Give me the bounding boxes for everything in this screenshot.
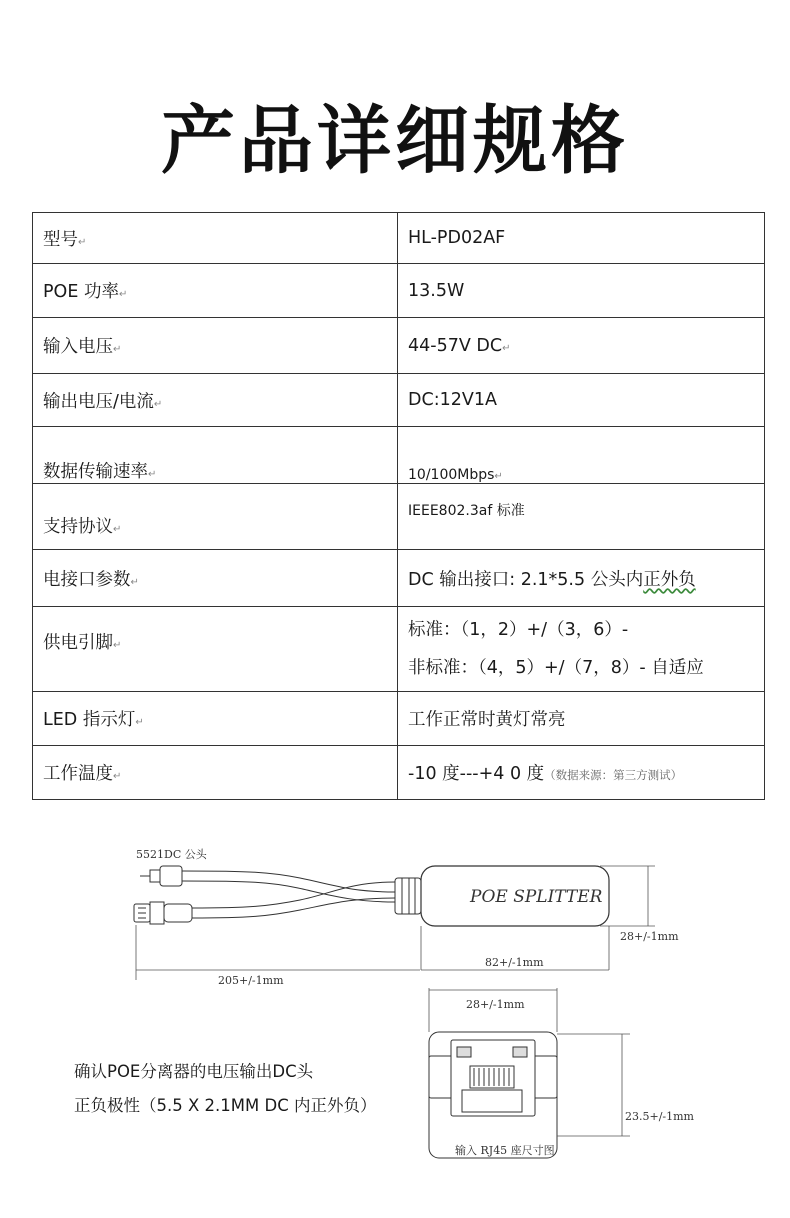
paragraph-mark: ↵ bbox=[113, 524, 122, 535]
spec-row-temperature bbox=[33, 746, 765, 800]
caption-line1: 确认POE分离器的电压输出DC头 bbox=[74, 1062, 314, 1081]
dim-total-label: 205+/-1mm bbox=[218, 974, 284, 987]
spec-label: 数据传输速率 bbox=[43, 462, 148, 482]
rj45-socket-icon bbox=[429, 1032, 557, 1158]
rj45-caption: 输入 RJ45 座尺寸图 bbox=[455, 1144, 555, 1157]
splitter-label: POE SPLITTER bbox=[470, 887, 603, 907]
paragraph-mark: ↵ bbox=[78, 236, 87, 248]
spec-row-poe-power bbox=[33, 264, 765, 318]
paragraph-mark: ↵ bbox=[494, 471, 503, 482]
spec-note: （数据来源：第三方测试） bbox=[544, 768, 683, 782]
spec-label: 支持协议 bbox=[43, 517, 113, 537]
spec-value: 10/100Mbps bbox=[408, 467, 495, 483]
spec-label: 输入电压 bbox=[43, 337, 113, 357]
page-title: 产品详细规格 bbox=[161, 98, 629, 184]
spec-label: 供电引脚 bbox=[43, 633, 113, 653]
paragraph-mark: ↵ bbox=[113, 640, 122, 651]
dc-plug-label: 5521DC 公头 bbox=[136, 848, 207, 861]
dim-body-label: 82+/-1mm bbox=[485, 956, 544, 969]
product-dimension-drawing bbox=[0, 820, 790, 1180]
spec-value-line1: 标准：（1，2）+/（3，6）- bbox=[408, 620, 629, 640]
paragraph-mark: ↵ bbox=[113, 771, 122, 782]
spec-value-line2: 非标准：（4，5）+/（7，8）- 自适应 bbox=[408, 658, 704, 678]
dim-total-lines bbox=[136, 925, 420, 980]
spec-label: 输出电压/电流 bbox=[43, 391, 154, 412]
spec-label: POE 功率 bbox=[43, 282, 119, 302]
spec-value: 13.5W bbox=[398, 264, 765, 318]
spec-label: 电接口参数 bbox=[43, 569, 131, 590]
spec-row-output bbox=[33, 374, 765, 427]
dim-rj45-label: 23.5+/-1mm bbox=[625, 1110, 694, 1123]
spec-label: LED 指示灯 bbox=[43, 710, 136, 730]
spec-value: DC 输出接口: 2.1*5.5 公头内 bbox=[408, 569, 644, 590]
spec-row-pins bbox=[33, 607, 765, 692]
paragraph-mark: ↵ bbox=[118, 289, 128, 300]
cable-lines bbox=[182, 871, 395, 918]
spec-label: 型号 bbox=[43, 229, 78, 250]
spec-row-led bbox=[33, 692, 765, 746]
paragraph-mark: ↵ bbox=[502, 342, 511, 354]
spec-value: 工作正常时黄灯常亮 bbox=[398, 692, 765, 746]
paragraph-mark: ↵ bbox=[130, 576, 139, 588]
cable-collar-icon bbox=[395, 878, 421, 914]
paragraph-mark: ↵ bbox=[135, 717, 144, 728]
spec-value: IEEE802.3af 标准 bbox=[398, 484, 765, 550]
dim-rj45-lines bbox=[557, 1034, 630, 1136]
spec-row-model bbox=[33, 213, 765, 264]
spec-label: 工作温度 bbox=[43, 764, 113, 784]
paragraph-mark: ↵ bbox=[153, 398, 163, 410]
spec-value: -10 度---+4 0 度 bbox=[408, 764, 545, 784]
spec-table bbox=[32, 212, 765, 800]
spec-row-interface bbox=[33, 550, 765, 607]
spec-value: 44-57V DC bbox=[408, 335, 503, 356]
spec-row-input-voltage bbox=[33, 318, 765, 374]
caption-line2: 正负极性（5.5 X 2.1MM DC 内正外负） bbox=[74, 1096, 377, 1115]
dim-height-label: 28+/-1mm bbox=[620, 930, 679, 943]
paragraph-mark: ↵ bbox=[113, 344, 122, 355]
dim-width-label: 28+/-1mm bbox=[466, 998, 525, 1011]
paragraph-mark: ↵ bbox=[148, 469, 157, 480]
spec-value: DC:12V1A bbox=[398, 374, 765, 427]
spec-value: HL-PD02AF bbox=[398, 213, 765, 264]
dc-plug-icon bbox=[140, 866, 182, 886]
spec-row-protocol bbox=[33, 484, 765, 550]
spec-value-underlined: 正外负 bbox=[643, 569, 696, 590]
spec-row-rate bbox=[33, 427, 765, 484]
rj45-plug-icon bbox=[134, 902, 192, 924]
